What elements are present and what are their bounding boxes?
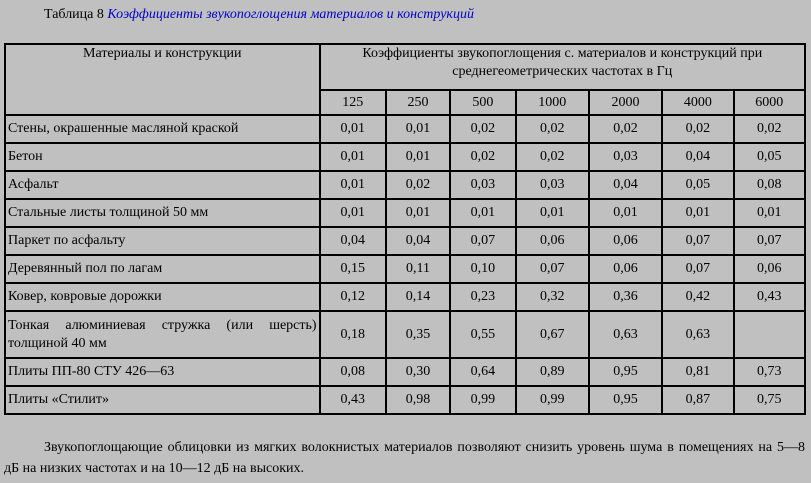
coefficient-cell: 0,43 bbox=[735, 284, 806, 312]
material-name-cell: Стальные листы толщиной 50 мм bbox=[6, 200, 321, 228]
coefficient-cell: 0,67 bbox=[517, 312, 590, 359]
material-name-cell: Плиты «Стилит» bbox=[6, 387, 321, 415]
header-coefficients: Коэффициенты звукопоглощения с. материалов и конструкций при среднегеометрических частотах в Гц bbox=[321, 45, 806, 91]
coefficient-cell: 0,43 bbox=[321, 387, 387, 415]
table-row bbox=[6, 172, 806, 200]
frequency-header-cell: 6000 bbox=[735, 91, 806, 116]
coefficient-cell: 0,07 bbox=[663, 256, 734, 284]
coefficient-cell: 0,02 bbox=[451, 116, 516, 144]
coefficient-cell: 0,02 bbox=[590, 116, 663, 144]
caption-prefix: Таблица 8 bbox=[44, 7, 104, 22]
coefficient-cell: 0,30 bbox=[387, 359, 451, 387]
coefficient-cell: 0,07 bbox=[517, 256, 590, 284]
coefficient-cell: 0,04 bbox=[387, 228, 451, 256]
coefficient-cell: 0,75 bbox=[735, 387, 806, 415]
material-name-cell: Плиты ПП-80 СТУ 426—63 bbox=[6, 359, 321, 387]
coefficient-cell: 0,98 bbox=[387, 387, 451, 415]
coefficient-cell: 0,01 bbox=[517, 200, 590, 228]
coefficient-cell: 0,01 bbox=[663, 200, 734, 228]
frequency-header-cell: 500 bbox=[451, 91, 516, 116]
coefficient-cell: 0,02 bbox=[735, 116, 806, 144]
coefficient-cell: 0,06 bbox=[590, 256, 663, 284]
coefficient-cell: 0,01 bbox=[387, 200, 451, 228]
coefficient-cell: 0,04 bbox=[663, 144, 734, 172]
coefficient-cell: 0,07 bbox=[663, 228, 734, 256]
footnote-paragraph: Звукопоглощающие облицовки из мягких волокнистых материалов позволяют снизить уровень шума в помещениях на 5—8 дБ на низких частотах и на 10—12 дБ на высоких. bbox=[4, 440, 805, 476]
coefficient-cell: 0,03 bbox=[451, 172, 516, 200]
coefficient-cell: 0,04 bbox=[321, 228, 387, 256]
coefficient-cell: 0,64 bbox=[451, 359, 516, 387]
coefficient-cell: 0,89 bbox=[517, 359, 590, 387]
material-name-cell: Тонкая алюминиевая стружка (или шерсть) толщиной 40 мм bbox=[6, 312, 321, 359]
table-row bbox=[6, 312, 806, 359]
table-row bbox=[6, 200, 806, 228]
coefficient-cell: 0,06 bbox=[590, 228, 663, 256]
caption-title: Коэффициенты звукопоглощения материалов и конструкций bbox=[107, 7, 474, 22]
coefficient-cell: 0,01 bbox=[321, 172, 387, 200]
coefficient-cell: 0,01 bbox=[590, 200, 663, 228]
coefficient-cell: 0,08 bbox=[321, 359, 387, 387]
coefficient-cell: 0,01 bbox=[451, 200, 516, 228]
table-row bbox=[6, 284, 806, 312]
material-name-cell: Бетон bbox=[6, 144, 321, 172]
frequency-header-cell: 2000 bbox=[590, 91, 663, 116]
coefficient-cell: 0,23 bbox=[451, 284, 516, 312]
coefficient-cell bbox=[735, 312, 806, 359]
coefficient-cell: 0,03 bbox=[590, 144, 663, 172]
coefficient-cell: 0,63 bbox=[590, 312, 663, 359]
table-row bbox=[6, 387, 806, 415]
coefficient-cell: 0,06 bbox=[735, 256, 806, 284]
coefficient-cell: 0,01 bbox=[387, 144, 451, 172]
table-row bbox=[6, 116, 806, 144]
frequency-header-cell: 250 bbox=[387, 91, 451, 116]
coefficient-cell: 0,07 bbox=[735, 228, 806, 256]
coefficient-cell: 0,95 bbox=[590, 387, 663, 415]
coefficient-cell: 0,01 bbox=[735, 200, 806, 228]
coefficient-cell: 0,03 bbox=[517, 172, 590, 200]
coefficient-cell: 0,07 bbox=[451, 228, 516, 256]
table-row bbox=[6, 144, 806, 172]
coefficient-cell: 0,01 bbox=[321, 200, 387, 228]
coefficient-cell: 0,81 bbox=[663, 359, 734, 387]
coefficient-cell: 0,99 bbox=[517, 387, 590, 415]
coefficient-cell: 0,02 bbox=[517, 144, 590, 172]
material-name-cell: Асфальт bbox=[6, 172, 321, 200]
coefficient-cell: 0,02 bbox=[451, 144, 516, 172]
coefficient-cell: 0,05 bbox=[735, 144, 806, 172]
coefficient-cell: 0,06 bbox=[517, 228, 590, 256]
table-row bbox=[6, 359, 806, 387]
coefficient-cell: 0,02 bbox=[387, 172, 451, 200]
coefficient-cell: 0,55 bbox=[451, 312, 516, 359]
table-row bbox=[6, 256, 806, 284]
material-name-cell: Деревянный пол по лагам bbox=[6, 256, 321, 284]
coefficient-cell: 0,01 bbox=[321, 144, 387, 172]
table-caption bbox=[44, 7, 474, 23]
coefficient-cell: 0,99 bbox=[451, 387, 516, 415]
coefficient-cell: 0,08 bbox=[735, 172, 806, 200]
coefficient-cell: 0,12 bbox=[321, 284, 387, 312]
coefficient-cell: 0,32 bbox=[517, 284, 590, 312]
coefficient-cell: 0,63 bbox=[663, 312, 734, 359]
material-name-cell: Ковер, ковровые дорожки bbox=[6, 284, 321, 312]
coefficient-cell: 0,01 bbox=[387, 116, 451, 144]
coefficient-cell: 0,02 bbox=[517, 116, 590, 144]
frequency-header-cell: 4000 bbox=[663, 91, 734, 116]
coefficient-cell: 0,42 bbox=[663, 284, 734, 312]
absorption-table bbox=[4, 43, 806, 415]
coefficient-cell: 0,73 bbox=[735, 359, 806, 387]
coefficient-cell: 0,02 bbox=[663, 116, 734, 144]
coefficient-cell: 0,01 bbox=[321, 116, 387, 144]
frequency-header-cell: 1000 bbox=[517, 91, 590, 116]
coefficient-cell: 0,05 bbox=[663, 172, 734, 200]
coefficient-cell: 0,35 bbox=[387, 312, 451, 359]
coefficient-cell: 0,95 bbox=[590, 359, 663, 387]
coefficient-cell: 0,04 bbox=[590, 172, 663, 200]
material-name-cell: Стены, окрашенные масляной краской bbox=[6, 116, 321, 144]
coefficient-cell: 0,14 bbox=[387, 284, 451, 312]
coefficient-cell: 0,10 bbox=[451, 256, 516, 284]
coefficient-cell: 0,36 bbox=[590, 284, 663, 312]
coefficient-cell: 0,15 bbox=[321, 256, 387, 284]
header-materials: Материалы и конструкции bbox=[6, 45, 321, 116]
coefficient-cell: 0,87 bbox=[663, 387, 734, 415]
coefficient-cell: 0,18 bbox=[321, 312, 387, 359]
table-row bbox=[6, 228, 806, 256]
frequency-header-cell: 125 bbox=[321, 91, 387, 116]
material-name-cell: Паркет по асфальту bbox=[6, 228, 321, 256]
coefficient-cell: 0,11 bbox=[387, 256, 451, 284]
